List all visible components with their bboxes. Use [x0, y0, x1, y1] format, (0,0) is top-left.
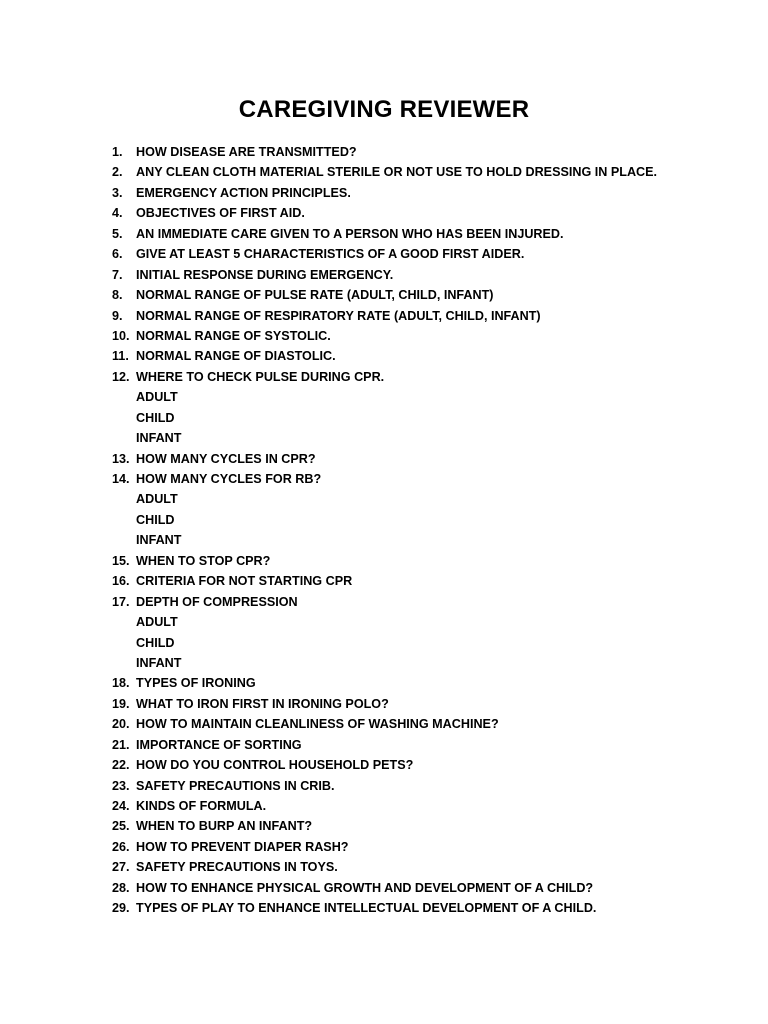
question-item	[112, 244, 732, 264]
item-text: TYPES OF IRONING	[136, 676, 256, 691]
item-number: 24.	[112, 799, 130, 813]
item-text: NORMAL RANGE OF PULSE RATE (ADULT, CHILD, INFANT)	[136, 288, 494, 303]
item-number: 12.	[112, 369, 130, 384]
item-number: 6.	[112, 247, 123, 262]
item-number: 27.	[112, 860, 130, 875]
item-text: INFANT	[136, 431, 182, 446]
item-text: GIVE AT LEAST 5 CHARACTERISTICS OF A GOOD FIRST AIDER.	[136, 247, 525, 262]
question-item	[112, 306, 732, 326]
item-text: CHILD	[136, 512, 175, 527]
item-number: 15.	[112, 553, 130, 568]
item-text: TYPES OF PLAY TO ENHANCE INTELLECTUAL DEVELOPMENT OF A CHILD.	[136, 901, 597, 916]
item-number: 2.	[112, 165, 123, 180]
question-item	[112, 224, 732, 244]
question-item	[112, 776, 732, 796]
item-number: 1.	[112, 145, 123, 159]
item-text: ADULT	[136, 492, 178, 507]
question-item	[112, 898, 732, 918]
item-number: 16.	[112, 574, 130, 589]
item-text: SAFETY PRECAUTIONS IN TOYS.	[136, 860, 338, 875]
item-number: 3.	[112, 185, 123, 200]
question-item	[112, 203, 732, 223]
item-number: 14.	[112, 472, 130, 486]
question-item	[112, 755, 732, 775]
question-item	[112, 714, 732, 734]
item-text: CHILD	[136, 410, 175, 425]
item-text: ANY CLEAN CLOTH MATERIAL STERILE OR NOT USE TO HOLD DRESSING IN PLACE.	[136, 165, 658, 180]
item-text: HOW TO ENHANCE PHYSICAL GROWTH AND DEVELOPMENT OF A CHILD?	[136, 880, 594, 895]
item-text: WHERE TO CHECK PULSE DURING CPR.	[136, 369, 385, 384]
item-number: 23.	[112, 778, 130, 793]
question-item	[112, 326, 732, 346]
item-text: ADULT	[136, 615, 178, 630]
item-text: HOW DISEASE ARE TRANSMITTED?	[136, 145, 357, 159]
question-item	[112, 285, 732, 305]
item-number: 29.	[112, 901, 130, 916]
item-number: 13.	[112, 451, 130, 466]
item-text: WHAT TO IRON FIRST IN IRONING POLO?	[136, 696, 389, 711]
item-text: INFANT	[136, 655, 182, 670]
item-number: 22.	[112, 758, 130, 773]
item-text: INFANT	[136, 533, 182, 548]
question-item	[112, 551, 732, 571]
question-item	[112, 265, 732, 285]
item-number: 8.	[112, 288, 123, 303]
item-text: WHEN TO STOP CPR?	[136, 553, 271, 568]
item-text: CHILD	[136, 635, 175, 650]
question-item	[112, 469, 732, 489]
item-text: HOW DO YOU CONTROL HOUSEHOLD PETS?	[136, 758, 414, 773]
sub-item	[112, 653, 732, 673]
item-number: 19.	[112, 696, 130, 711]
question-item	[112, 367, 732, 387]
item-number: 25.	[112, 819, 130, 834]
item-text: HOW MANY CYCLES FOR RB?	[136, 472, 322, 486]
question-item	[112, 837, 732, 857]
item-text: WHEN TO BURP AN INFANT?	[136, 819, 313, 834]
item-number: 18.	[112, 676, 130, 691]
item-number: 7.	[112, 267, 123, 282]
question-item	[112, 857, 732, 877]
item-text: HOW TO PREVENT DIAPER RASH?	[136, 839, 349, 854]
item-text: HOW TO MAINTAIN CLEANLINESS OF WASHING MACHINE?	[136, 717, 499, 732]
page-title: CAREGIVING REVIEWER	[238, 96, 530, 123]
item-text: SAFETY PRECAUTIONS IN CRIB.	[136, 778, 335, 793]
item-text: DEPTH OF COMPRESSION	[136, 594, 298, 609]
item-text: EMERGENCY ACTION PRINCIPLES.	[136, 185, 351, 200]
item-number: 21.	[112, 737, 130, 752]
item-number: 4.	[112, 206, 123, 221]
question-item	[112, 694, 732, 714]
item-text: INITIAL RESPONSE DURING EMERGENCY.	[136, 267, 394, 282]
question-item	[112, 735, 732, 755]
sub-item	[112, 408, 732, 428]
question-item	[112, 816, 732, 836]
item-number: 20.	[112, 717, 130, 732]
question-item	[112, 183, 732, 203]
item-number: 5.	[112, 226, 123, 241]
item-number: 11.	[112, 349, 129, 364]
item-text: NORMAL RANGE OF RESPIRATORY RATE (ADULT, CHILD, INFANT)	[136, 308, 541, 323]
question-item	[112, 346, 732, 366]
item-text: KINDS OF FORMULA.	[136, 799, 267, 813]
item-text: IMPORTANCE OF SORTING	[136, 737, 302, 752]
sub-item	[112, 428, 732, 448]
question-item	[112, 449, 732, 469]
sub-item	[112, 633, 732, 653]
item-text: NORMAL RANGE OF SYSTOLIC.	[136, 328, 331, 343]
question-item	[112, 673, 732, 693]
item-number: 28.	[112, 880, 130, 895]
sub-item	[112, 612, 732, 632]
sub-item	[112, 489, 732, 509]
item-number: 10.	[112, 328, 130, 343]
item-text: AN IMMEDIATE CARE GIVEN TO A PERSON WHO HAS BEEN INJURED.	[136, 226, 564, 241]
item-number: 17.	[112, 594, 130, 609]
item-text: ADULT	[136, 390, 178, 405]
question-list	[112, 142, 732, 919]
question-item	[112, 162, 732, 182]
sub-item	[112, 530, 732, 550]
question-item	[112, 592, 732, 612]
item-text: OBJECTIVES OF FIRST AID.	[136, 206, 305, 221]
question-item	[112, 571, 732, 591]
item-text: HOW MANY CYCLES IN CPR?	[136, 451, 316, 466]
item-number: 9.	[112, 308, 123, 323]
question-item	[112, 142, 732, 162]
item-number: 26.	[112, 839, 130, 854]
item-text: CRITERIA FOR NOT STARTING CPR	[136, 574, 353, 589]
sub-item	[112, 510, 732, 530]
sub-item	[112, 387, 732, 407]
question-item	[112, 878, 732, 898]
question-item	[112, 796, 732, 816]
item-text: NORMAL RANGE OF DIASTOLIC.	[136, 349, 336, 364]
